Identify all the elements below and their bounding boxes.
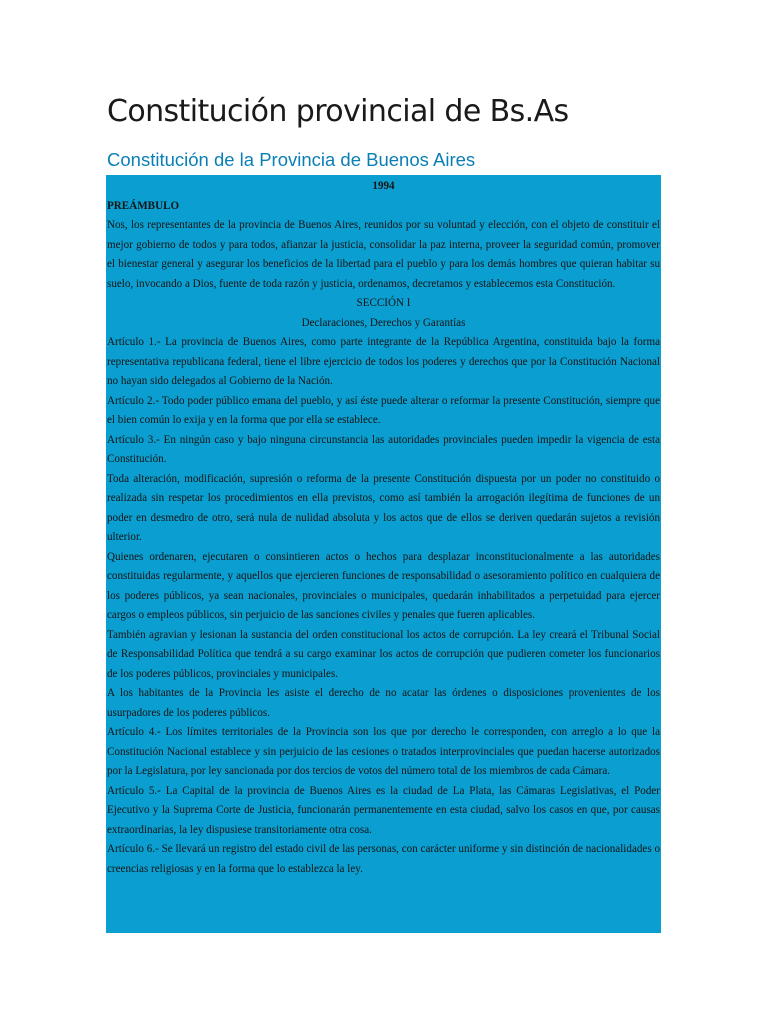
section-subtitle: Declaraciones, Derechos y Garantías [301, 316, 466, 329]
document-title: Constitución provincial de Bs.As [107, 94, 569, 129]
year-heading: 1994 [372, 180, 395, 192]
document-subtitle: Constitución de la Provincia de Buenos Aires [107, 149, 476, 170]
article-3-paragraph-5: A los habitantes de la Provincia les asiste el derecho de no acatar las órdenes o disposiciones provenientes de los usurpadores de los poderes públicos. [107, 687, 660, 719]
article-6: Artículo 6.- Se llevará un registro del estado civil de las personas, con carácter uniforme y sin distinción de nacionalidades o creencias religiosas y en la forma que lo establezca la ley. [107, 843, 660, 875]
section-heading: SECCIÓN I [356, 297, 411, 309]
preamble-heading: PREÁMBULO [107, 199, 180, 212]
article-2: Artículo 2.- Todo poder público emana del pueblo, y así éste puede alterar o reformar la presente Constitución, siempre que el bien común lo exija y en la forma que por ella se establece. [107, 394, 660, 426]
article-4: Artículo 4.- Los límites territoriales de la Provincia son los que por derecho le corresponden, con arreglo a lo que la Constitución Nacional establece y sin perjuicio de las cesiones o tratados interprovinciales que puedan hacerse autorizados por la Legislatura, por ley sancionada por dos tercios de votos del número total de los miembros de cada Cámara. [107, 726, 660, 777]
article-1: Artículo 1.- La provincia de Buenos Aires, como parte integrante de la República Argentina, constituida bajo la forma representativa republicana federal, tiene el libre ejercicio de todos los poderes y derechos que por la Constitución Nacional no hayan sido delegados al Gobierno de la Nación. [107, 336, 660, 387]
article-5: Artículo 5.- La Capital de la provincia de Buenos Aires es la ciudad de La Plata, las Cámaras Legislativas, el Poder Ejecutivo y la Suprema Corte de Justicia, funcionarán permanentemente en esta ciudad, salvo los casos en que, por causas extraordinarias, la ley dispusiese transitoriamente otra cosa. [107, 784, 660, 836]
preamble-text: Nos, los representantes de la provincia de Buenos Aires, reunidos por su voluntad y elección, con el objeto de constituir el mejor gobierno de todos y para todos, afianzar la justicia, consolidar la paz interna, proveer la seguridad común, promover el bienestar general y asegurar los beneficios de la libertad para el pueblo y para los demás hombres que quieran habitar su suelo, invocando a Dios, fuente de toda razón y justicia, ordenamos, decretamos y establecemos esta Constitución. [107, 219, 660, 290]
article-3-paragraph-4: También agravian y lesionan la sustancia del orden constitucional los actos de corrupción. La ley creará el Tribunal Social de Responsabilidad Política que tendrá a su cargo examinar los actos de corrupción que pudieren cometer los funcionarios de los poderes públicos, provinciales y municipales. [107, 628, 660, 680]
article-3-paragraph-2: Toda alteración, modificación, supresión o reforma de la presente Constitución dispuesta por un poder no constituido o realizada sin respetar los procedimientos en ella previstos, como así también la arrogación ilegítima de funciones de un poder en desmedro de otro, será nula de nulidad absoluta y los actos que de ellos se deriven quedarán sujetos a revisión ulterior. [107, 472, 660, 543]
constitution-text-panel [106, 175, 661, 933]
article-3-paragraph-3: Quienes ordenaren, ejecutaren o consintieren actos o hechos para desplazar inconstitucionalmente a las autoridades constituidas regularmente, y aquellos que ejercieren funciones de responsabilidad o asesoramiento político en cualquiera de los poderes públicos, ya sean nacionales, provinciales o municipales, quedarán inhabilitados a perpetuidad para ejercer cargos o empleos públicos, sin perjuicio de las sanciones civiles y penales que fueren aplicables. [107, 550, 660, 621]
article-3: Artículo 3.- En ningún caso y bajo ninguna circunstancia las autoridades provinciales pueden impedir la vigencia de esta Constitución. [107, 433, 660, 465]
